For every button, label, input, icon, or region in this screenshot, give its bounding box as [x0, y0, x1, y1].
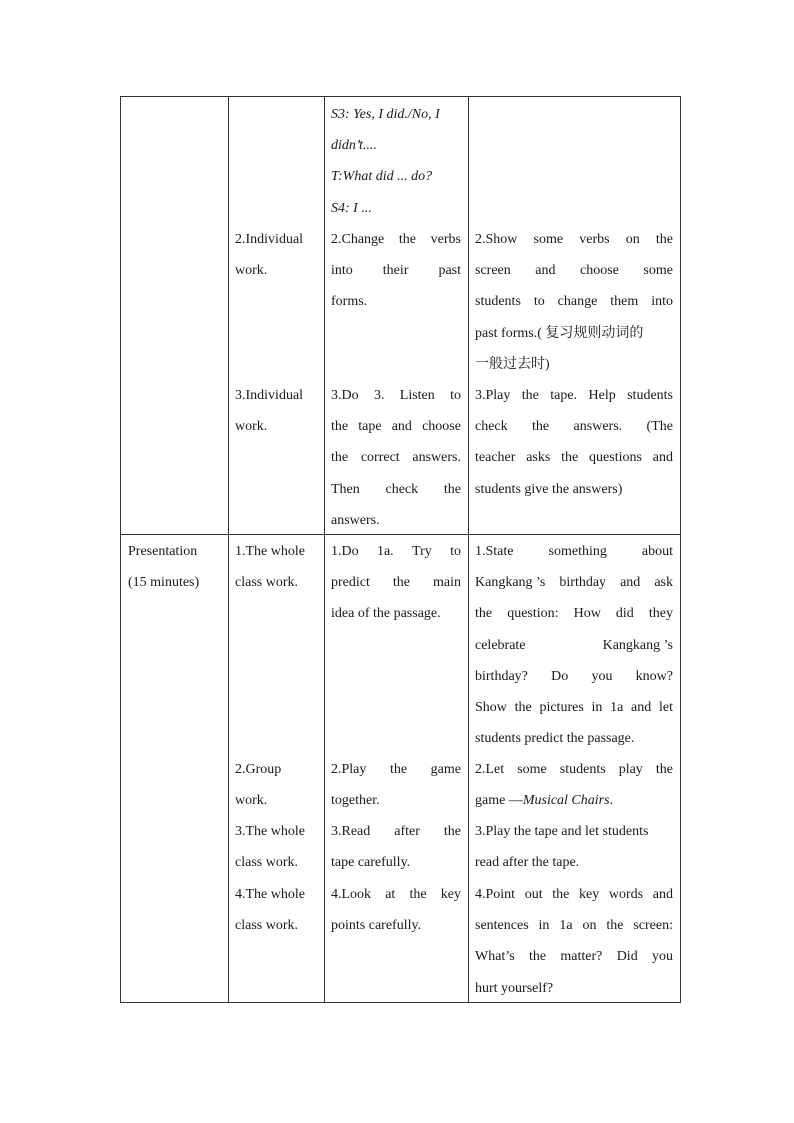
- text-line: [475, 879, 673, 910]
- word: let: [658, 700, 673, 716]
- word: the: [561, 450, 579, 466]
- word: sentences: [475, 918, 529, 934]
- step-teacher-activity: [475, 754, 673, 816]
- word: screen:: [633, 918, 673, 934]
- word: some: [643, 263, 673, 279]
- word: tape: [358, 419, 382, 435]
- text-line: [475, 536, 673, 567]
- word: Did: [616, 949, 638, 965]
- step-teacher-activity: [475, 380, 673, 505]
- word: Help: [588, 388, 616, 403]
- step-student-activity: [331, 754, 461, 816]
- step-student-activity: [331, 536, 461, 630]
- word: 4.Point: [475, 887, 516, 902]
- word: and: [631, 700, 652, 716]
- text-line: [331, 474, 461, 505]
- column-divider: [468, 97, 469, 1002]
- word: verbs: [579, 232, 610, 247]
- word: the: [552, 887, 570, 902]
- word: key: [579, 887, 600, 902]
- word: the: [389, 762, 408, 777]
- word: on: [625, 232, 640, 247]
- word: birthday?: [475, 668, 528, 684]
- text-line: 1.The whole: [235, 544, 305, 559]
- word: the: [514, 700, 532, 716]
- text-line: [475, 224, 673, 255]
- text-line: class work.: [235, 575, 298, 591]
- word: pictures: [539, 700, 584, 716]
- word: check: [385, 481, 419, 497]
- text-line: [475, 286, 673, 317]
- word: 2.Show: [475, 232, 518, 247]
- word: Try: [412, 544, 432, 559]
- step-teacher-activity: [475, 536, 673, 754]
- text-line: [331, 442, 461, 473]
- text-line: past forms.( 复习规则动词的: [475, 325, 644, 341]
- text-line: [475, 630, 673, 661]
- word: Kangkang ’s: [602, 637, 673, 653]
- word: matter?: [560, 949, 603, 965]
- text-line: 2.Group: [235, 762, 282, 777]
- word: words: [608, 887, 644, 902]
- word: the: [392, 575, 410, 591]
- dialogue-lines: [331, 99, 461, 224]
- word: Show: [475, 700, 507, 716]
- text-line: [331, 567, 461, 598]
- word: the: [443, 481, 461, 497]
- word: and: [535, 263, 556, 279]
- step-form: [235, 224, 315, 286]
- word: asks: [526, 450, 551, 466]
- text-line: 3.Play the tape and let students: [475, 824, 649, 839]
- word: verbs: [430, 232, 461, 247]
- word: the: [443, 824, 461, 839]
- word: game: [430, 762, 461, 777]
- word: past: [438, 263, 461, 279]
- word: answers.: [412, 450, 461, 466]
- word: and: [652, 887, 673, 902]
- text-line: idea of the passage.: [331, 606, 441, 622]
- text-line: didn’t....: [331, 138, 377, 154]
- word: key: [440, 887, 461, 902]
- text-line: [475, 255, 673, 286]
- text-line: [475, 411, 673, 442]
- text-line: [331, 380, 461, 411]
- word: the: [475, 606, 493, 622]
- word: Do: [551, 668, 569, 684]
- word: the: [655, 762, 673, 777]
- text-line: together.: [331, 793, 380, 809]
- word: teacher: [475, 450, 516, 466]
- word: you: [591, 668, 613, 684]
- word: birthday: [559, 575, 607, 591]
- word: tape.: [550, 388, 578, 403]
- word: celebrate: [475, 637, 526, 653]
- text-line: [331, 816, 461, 847]
- word: to: [450, 388, 461, 403]
- word: and: [620, 575, 641, 591]
- text-line: tape carefully.: [331, 855, 411, 871]
- text-line: class work.: [235, 855, 298, 871]
- step-student-activity: [331, 224, 461, 318]
- lesson-plan-table: [120, 96, 681, 1003]
- word: questions: [589, 450, 642, 466]
- text-line: 一般过去时): [475, 356, 550, 372]
- step-form: [235, 380, 315, 442]
- text-line: [475, 442, 673, 473]
- word: and: [652, 450, 673, 466]
- word: know?: [635, 668, 673, 684]
- word: they: [648, 606, 673, 622]
- text-line: [475, 910, 673, 941]
- text-line: S4: I ...: [331, 200, 372, 216]
- word: on: [582, 918, 597, 934]
- word: and: [391, 419, 412, 435]
- word: 3.Read: [331, 824, 371, 839]
- word: predict: [331, 575, 370, 591]
- word: change: [557, 294, 598, 310]
- text-line: work.: [235, 419, 268, 435]
- step-student-activity: [331, 879, 461, 941]
- text-line: [331, 411, 461, 442]
- step-form: [235, 536, 315, 598]
- word: the: [398, 232, 417, 247]
- word: something: [548, 544, 607, 559]
- text-line: 4.The whole: [235, 887, 305, 902]
- word: 1a: [559, 918, 573, 934]
- game-name: Musical Chairs: [522, 793, 610, 809]
- text-fragment: .: [609, 793, 614, 809]
- step-form: [235, 879, 315, 941]
- word: out: [524, 887, 543, 902]
- word: 1a.: [376, 544, 394, 559]
- word: screen: [475, 263, 511, 279]
- text-line: [331, 224, 461, 255]
- word: Listen: [399, 388, 435, 403]
- word: 3.Do: [331, 388, 359, 403]
- stage-label: [128, 536, 226, 598]
- text-line: (15 minutes): [128, 575, 200, 591]
- word: 1.State: [475, 544, 514, 559]
- step-teacher-activity: [475, 879, 673, 1004]
- text-line: [331, 879, 461, 910]
- word: them: [610, 294, 639, 310]
- word: 2.Play: [331, 762, 367, 777]
- word: about: [641, 544, 673, 559]
- word: the: [331, 450, 349, 466]
- word: their: [382, 263, 409, 279]
- word: 2.Change: [331, 232, 385, 247]
- text-line: work.: [235, 793, 268, 809]
- word: the: [606, 918, 624, 934]
- text-line: [331, 754, 461, 785]
- step-student-activity: [331, 816, 461, 878]
- step-form: [235, 754, 315, 816]
- text-fragment: game —: [475, 793, 523, 809]
- word: check: [475, 419, 508, 435]
- word: answers.: [573, 419, 623, 435]
- text-line: [475, 754, 673, 785]
- word: choose: [422, 419, 461, 435]
- word: the: [409, 887, 427, 902]
- word: the: [532, 419, 550, 435]
- word: 3.Play: [475, 388, 511, 403]
- text-line: [475, 380, 673, 411]
- text-line: points carefully.: [331, 918, 422, 934]
- word: What’s: [475, 949, 515, 965]
- text-line: [331, 255, 461, 286]
- step-teacher-activity: [475, 816, 673, 878]
- column-divider: [324, 97, 325, 1002]
- word: question:: [507, 606, 559, 622]
- column-divider: [228, 97, 229, 1002]
- text-line: Presentation: [128, 544, 198, 559]
- text-line: [475, 785, 673, 816]
- text-line: [331, 536, 461, 567]
- word: you: [652, 949, 673, 965]
- word: students: [627, 388, 673, 403]
- word: in: [591, 700, 603, 716]
- text-line: 3.Individual: [235, 388, 304, 403]
- text-line: hurt yourself?: [475, 980, 554, 996]
- word: after: [394, 824, 420, 839]
- word: 3.: [373, 388, 385, 403]
- word: correct: [360, 450, 400, 466]
- word: How: [573, 606, 601, 622]
- word: 2.Let: [475, 762, 505, 777]
- text-line: T:What did ... do?: [331, 169, 433, 185]
- word: choose: [580, 263, 619, 279]
- word: did: [615, 606, 634, 622]
- word: some: [517, 762, 547, 777]
- word: the: [528, 949, 547, 965]
- text-line: [475, 661, 673, 692]
- step-teacher-activity: [475, 224, 673, 380]
- word: main: [432, 575, 461, 591]
- text-line: work.: [235, 263, 268, 279]
- word: students: [475, 294, 521, 310]
- text-line: forms.: [331, 294, 368, 310]
- word: (The: [646, 419, 673, 435]
- text-line: students give the answers): [475, 481, 623, 497]
- step-student-activity: [331, 380, 461, 536]
- word: 4.Look: [331, 887, 372, 902]
- text-line: S3: Yes, I did./No, I: [331, 107, 440, 122]
- word: to: [450, 544, 461, 559]
- word: ask: [654, 575, 673, 591]
- word: Then: [331, 481, 360, 497]
- word: to: [533, 294, 545, 310]
- text-line: answers.: [331, 512, 380, 528]
- text-line: [475, 941, 673, 972]
- word: students: [559, 762, 606, 777]
- word: 1a: [610, 700, 624, 716]
- word: some: [533, 232, 564, 247]
- word: at: [385, 887, 396, 902]
- word: the: [521, 388, 539, 403]
- text-line: 2.Individual: [235, 232, 304, 247]
- word: the: [655, 232, 673, 247]
- step-form: [235, 816, 315, 878]
- word: Kangkang ’s: [475, 575, 546, 591]
- text-line: 3.The whole: [235, 824, 305, 839]
- text-line: [475, 598, 673, 629]
- word: in: [538, 918, 550, 934]
- text-line: students predict the passage.: [475, 731, 635, 747]
- word: play: [618, 762, 643, 777]
- word: into: [331, 263, 353, 279]
- text-line: [475, 692, 673, 723]
- text-line: read after the tape.: [475, 855, 580, 871]
- word: into: [651, 294, 673, 310]
- text-line: class work.: [235, 918, 298, 934]
- word: 1.Do: [331, 544, 359, 559]
- word: the: [331, 419, 349, 435]
- text-line: [475, 567, 673, 598]
